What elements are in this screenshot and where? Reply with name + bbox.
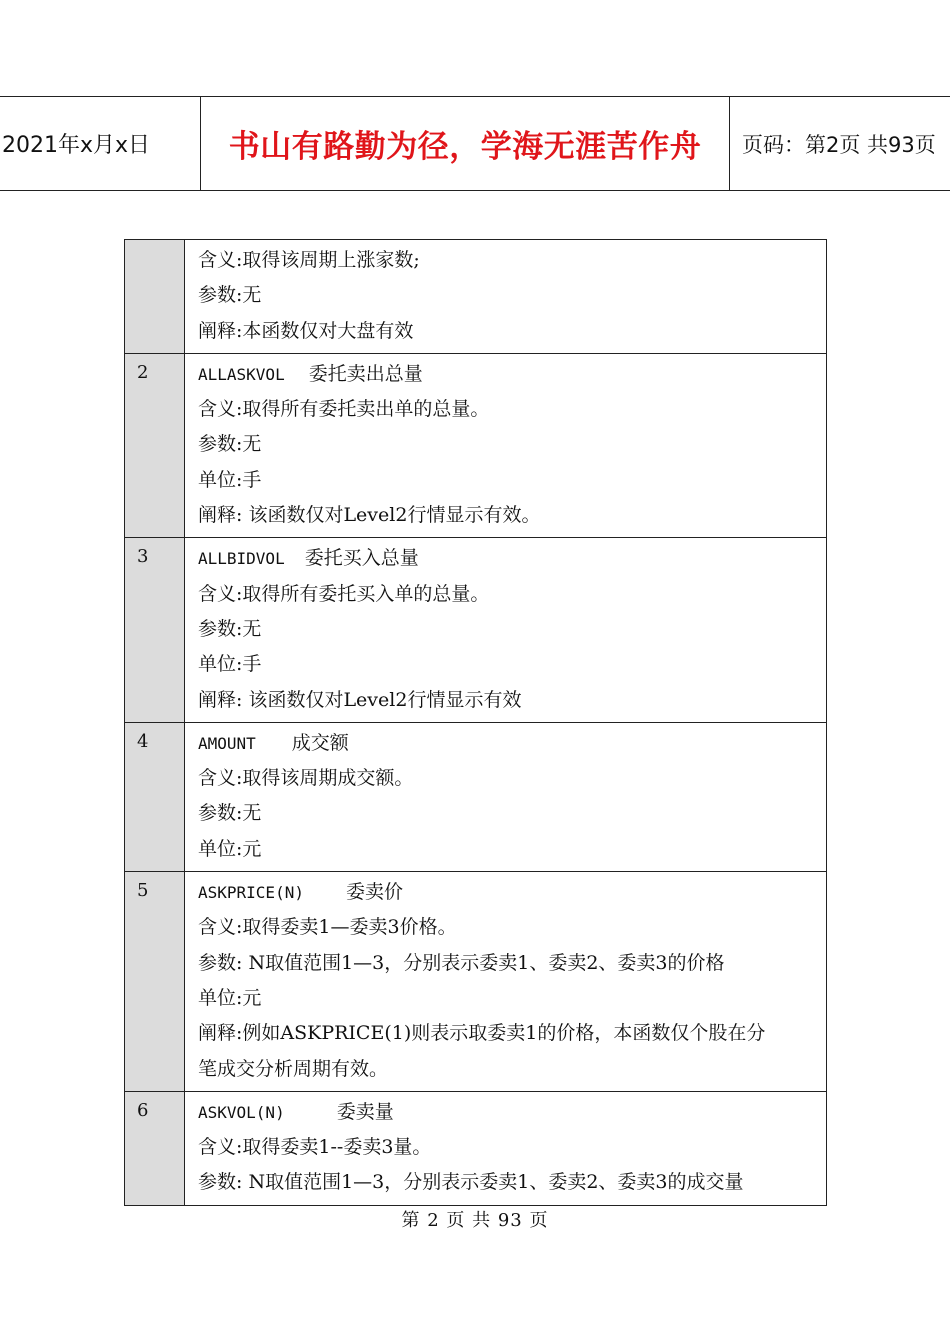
row-body — [185, 538, 827, 722]
function-table — [124, 239, 827, 1206]
row-line: 单位:元 — [198, 837, 262, 860]
table-row — [125, 538, 827, 722]
table-row — [125, 240, 827, 354]
row-body — [185, 240, 827, 354]
row-heading — [198, 357, 818, 392]
row-line: 单位:手 — [198, 653, 262, 676]
function-title: 委卖量 — [336, 1100, 394, 1123]
row-line: 笔成交分析周期有效。 — [198, 1057, 389, 1080]
row-number: 5 — [125, 872, 185, 1092]
row-line: 含义:取得该周期成交额。 — [198, 767, 414, 790]
function-title: 成交额 — [291, 731, 349, 754]
row-line: 单位:元 — [198, 986, 262, 1009]
row-line: 含义:取得所有委托买入单的总量。 — [198, 582, 490, 605]
row-line: 阐释:例如ASKPRICE(1)则表示取委卖1的价格，本函数仅个股在分 — [198, 1022, 766, 1045]
row-line: 参数:无 — [198, 802, 262, 825]
row-heading — [198, 1095, 818, 1130]
row-line: 阐释:本函数仅对大盘有效 — [198, 319, 414, 342]
function-code: AMOUNT — [198, 733, 256, 753]
row-body — [185, 1091, 827, 1205]
table-row — [125, 1091, 827, 1205]
row-body — [185, 872, 827, 1092]
row-line: 参数: N取值范围1—3，分别表示委卖1、委卖2、委卖3的价格 — [198, 951, 725, 974]
header-motto: 书山有路勤为径，学海无涯苦作舟 — [201, 97, 730, 190]
row-body — [185, 353, 827, 537]
row-line: 阐释: 该函数仅对Level2行情显示有效 — [198, 688, 522, 711]
row-line: 参数: N取值范围1—3，分别表示委卖1、委卖2、委卖3的成交量 — [198, 1171, 744, 1194]
table-row — [125, 353, 827, 537]
function-code: ASKPRICE(N) — [198, 883, 304, 903]
function-code: ALLBIDVOL — [198, 549, 285, 569]
function-title: 委卖价 — [345, 881, 403, 904]
row-line: 参数:无 — [198, 284, 262, 307]
row-heading — [198, 875, 818, 910]
row-line: 含义:取得委卖1--委卖3量。 — [198, 1136, 432, 1159]
row-number: 6 — [125, 1091, 185, 1205]
row-number: 2 — [125, 353, 185, 537]
function-code: ALLASKVOL — [198, 364, 285, 384]
row-heading — [198, 726, 818, 761]
row-line: 阐释: 该函数仅对Level2行情显示有效。 — [198, 504, 541, 527]
function-code: ASKVOL(N) — [198, 1102, 285, 1122]
table-row — [125, 722, 827, 871]
row-body — [185, 722, 827, 871]
page-footer: 第 2 页 共 93 页 — [401, 1210, 549, 1231]
function-title: 委托买入总量 — [304, 547, 419, 570]
page-header — [0, 96, 950, 191]
row-line: 含义:取得委卖1—委卖3价格。 — [198, 916, 457, 939]
header-date: 2021年x月x日 — [0, 97, 201, 190]
row-number — [125, 240, 185, 354]
row-number: 4 — [125, 722, 185, 871]
table-row — [125, 872, 827, 1092]
row-line: 参数:无 — [198, 617, 262, 640]
row-line: 单位:手 — [198, 468, 262, 491]
row-line: 含义:取得所有委托卖出单的总量。 — [198, 398, 490, 421]
row-number: 3 — [125, 538, 185, 722]
row-line: 含义:取得该周期上涨家数; — [198, 249, 420, 271]
row-line: 参数:无 — [198, 433, 262, 456]
header-page-label: 页码：第2页 共93页 — [742, 132, 936, 157]
function-title: 委托卖出总量 — [308, 362, 423, 385]
row-heading — [198, 541, 818, 576]
